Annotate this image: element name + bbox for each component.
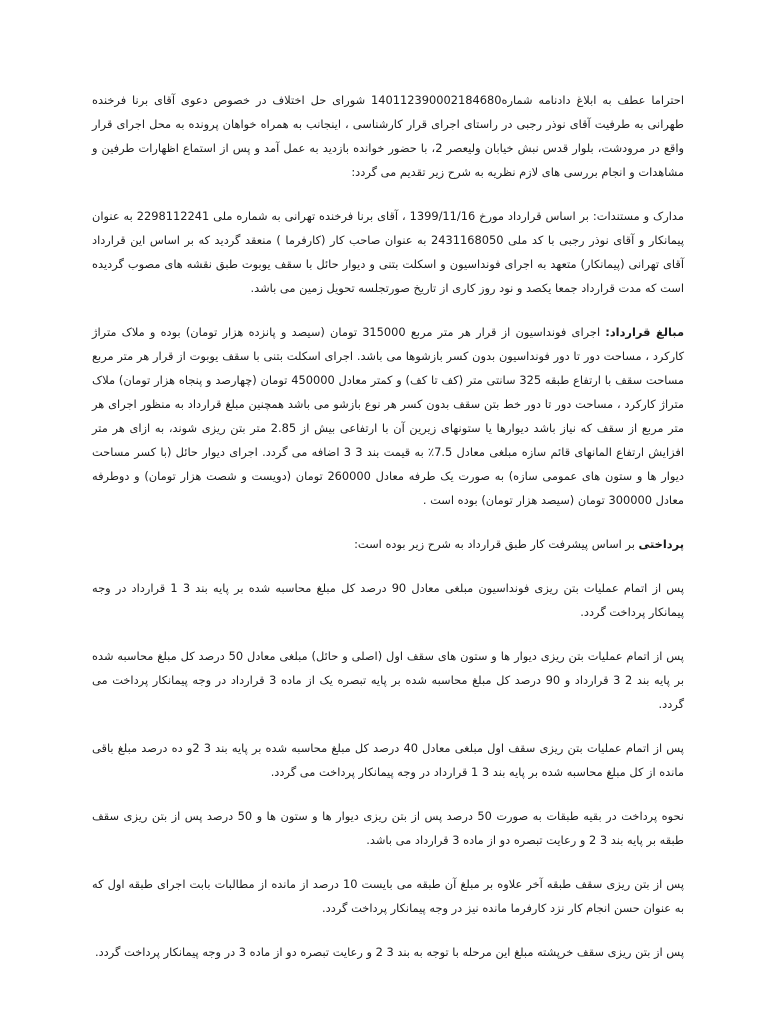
- paragraph-text: اجرای فونداسیون از قرار هر متر مربع 315000 تومان (سیصد و پانزده هزار تومان) بوده و ملاک متراژ کارکرد ، مساحت دور تا دور فونداسیون بدون کسر بازشوها می باشد. اجرای اسکلت بتنی با سقف یوبوت از قرار هر متر مربع مساحت سقف با ارتفاع طبقه 325 سانتی متر (کف تا کف) و کمتر معادل 450000 تومان (چهارصد و پنجاه هزار تومان) ملاک متراژ کارکرد ، مساحت دور تا دور خط بتن سقف بدون کسر هر نوع بازشو می باشد همچنین مبلغ قرارداد به منظور اجرای هر متر مربع از سقف که نیاز باشد دیوارها یا ستونهای زیرین آن با ارتفاعی بیش از 2.85 متر بتن ریزی شوند، به ازای هر متر افزایش ارتفاع المانهای قائم سازه مبلغی معادل 7.5٪ به قیمت بند 3 3 اضافه می گردد. اجرای دیوار حائل (با کسر مساحت دیوار ها و ستون های عمومی سازه) به صورت یک طرفه معادل 260000 تومان (دویست و شصت هزار تومان) و دوطرفه معادل 300000 تومان (سیصد هزار تومان) بوده است .: [92, 325, 685, 507]
- payment-clause-1: [92, 576, 684, 624]
- contract-amounts-label: مبالغ قرارداد:: [605, 325, 684, 339]
- paragraph-text: بر اساس پیشرفت کار طبق قرارداد به شرح زیر بوده است:: [354, 537, 639, 551]
- payment-clause-3: [92, 736, 684, 784]
- contract-amounts-paragraph: [92, 320, 684, 512]
- payment-clause-2: [92, 644, 684, 716]
- payment-clause-4: [92, 804, 684, 852]
- documents-paragraph: [92, 204, 684, 300]
- paragraph-text: پس از اتمام عملیات بتن ریزی سقف اول مبلغی معادل 40 درصد کل مبلغ محاسبه شده بر پایه بند 3 2و ده درصد مبلغ باقی مانده از کل مبلغ محاسبه شده بر پایه بند 3 1 قرارداد در وجه پیمانکار پرداخت می گردد.: [92, 741, 684, 779]
- payments-heading-paragraph: [92, 532, 684, 556]
- paragraph-text: پس از بتن ریزی سقف طبقه آخر علاوه بر مبلغ آن طبقه می بایست 10 درصد از مانده از مطالبات بابت اجرای طبقه اول که به عنوان حسن انجام کار نزد کارفرما مانده نیز در وجه پیمانکار پرداخت گردد.: [92, 877, 684, 915]
- paragraph-text: پس از اتمام عملیات بتن ریزی فونداسیون مبلغی معادل 90 درصد کل مبلغ محاسبه شده بر پایه بند 3 1 قرارداد در وجه پیمانکار پرداخت گردد.: [92, 581, 684, 619]
- paragraph-text: احتراما عطف به ابلاغ دادنامه شماره140112390002184680 شورای حل اختلاف در خصوص دعوی آقای برنا فرخنده طهرانی به طرفیت آقای نوذر رجبی در راستای اجرای قرار کارشناسی ، اینجانب به همراه خواهان پرونده به محل اجرای قرار واقع در مرودشت، بلوار قدس نبش خیابان ولیعصر 2، با حضور خوانده بازدید به عمل آمد و پس از استماع اظهارات طرفین و مشاهدات و انجام بررسی های لازم نظریه به شرح زیر تقدیم می گردد:: [92, 93, 685, 179]
- payment-clause-5: [92, 872, 684, 920]
- payments-label: پرداختی: [638, 537, 684, 551]
- intro-paragraph: [92, 88, 684, 184]
- paragraph-text: پس از بتن ریزی سقف خرپشته مبلغ این مرحله با توجه به بند 3 2 و رعایت تبصره دو از ماده 3 در وجه پیمانکار پرداخت گردد.: [94, 945, 684, 959]
- paragraph-text: مدارک و مستندات: بر اساس قرارداد مورخ 1399/11/16 ، آقای برنا فرخنده تهرانی به شماره ملی 2298112241 به عنوان پیمانکار و آقای نوذر رجبی با کد ملی 2431168050 به عنوان صاحب کار (کارفرما ) منعقد گردید که بر اساس این قرارداد آقای تهرانی (پیمانکار) متعهد به اجرای فونداسیون و اسکلت بتنی و دیوار حائل با سقف یوبوت طبق نقشه های مصوب گردیده است که مدت قرارداد جمعا یکصد و نود روز کاری از تاریخ صورتجلسه تحویل زمین می باشد.: [92, 209, 684, 295]
- document-page: [92, 88, 684, 984]
- paragraph-text: پس از اتمام عملیات بتن ریزی دیوار ها و ستون های سقف اول (اصلی و حائل) مبلغی معادل 50 درصد کل مبلغ محاسبه شده بر پایه بند 2 3 قرارداد و 90 درصد کل مبلغ محاسبه شده بر پایه تبصره یک از ماده 3 قرارداد در وجه پیمانکار پرداخت می گردد.: [92, 649, 685, 711]
- paragraph-text: نحوه پرداخت در بقیه طبقات به صورت 50 درصد پس از بتن ریزی دیوار ها و ستون ها و 50 درصد پس از بتن ریزی سقف طبقه بر پایه بند 3 2 و رعایت تبصره دو از ماده 3 قرارداد می باشد.: [92, 809, 684, 847]
- payment-clause-6: [92, 940, 684, 964]
